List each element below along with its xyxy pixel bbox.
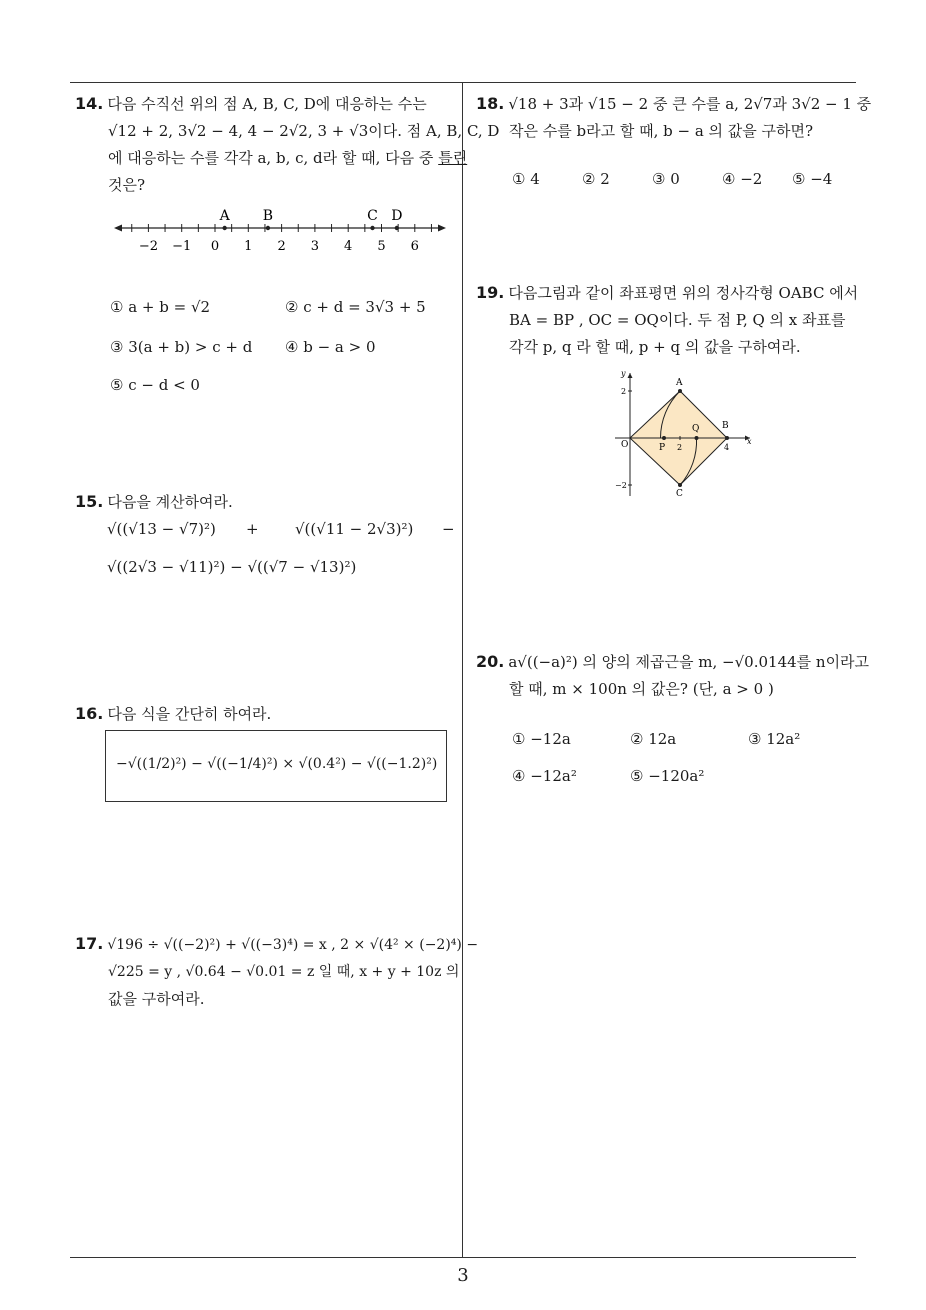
question-text-line: 작은 수를 b라고 할 때, b − a 의 값을 구하면?: [509, 122, 814, 140]
question-text-line: √225 = y , √0.64 − √0.01 = z 일 때, x + y + 10z 의: [108, 964, 460, 980]
tick-label: 4: [344, 239, 353, 254]
tick-label: −2: [138, 239, 158, 254]
tick-label-2y: 2: [621, 387, 627, 396]
question-number: 18.: [476, 94, 505, 113]
page-number: 3: [457, 1265, 469, 1286]
question-text-line: 할 때, m × 100n 의 값은? (단, a > 0 ): [509, 680, 774, 698]
question-text: 다음을 계산하여라.: [107, 493, 233, 511]
tick-label: 0: [210, 239, 220, 254]
option-4[interactable]: ④ −12a²: [512, 767, 577, 785]
label-x: x: [747, 437, 752, 446]
expression-3: √((2√3 − √11)²) − √((√7 − √13)²): [107, 558, 357, 576]
number-line-marks: [114, 208, 446, 254]
question-16: [75, 700, 460, 728]
option-1[interactable]: ① −12a: [512, 730, 571, 748]
label-o: O: [621, 440, 629, 450]
question-text-line: 것은?: [108, 176, 146, 194]
top-rule: [70, 82, 856, 83]
question-text-line: 다음그림과 같이 좌표평면 위의 정사각형 OABC 에서: [508, 284, 859, 302]
label-y: y: [621, 369, 626, 378]
tick-label-4x: 4: [724, 443, 730, 452]
number-line: [110, 200, 450, 260]
question-number: 19.: [476, 283, 505, 302]
question-number: 20.: [476, 652, 505, 671]
point-b: [725, 436, 729, 440]
option-5[interactable]: ⑤ c − d < 0: [110, 376, 200, 394]
question-text-line: √18 + 3과 √15 − 2 중 큰 수를 a, 2√7과 3√2 − 1 중: [508, 95, 872, 113]
label-a: A: [676, 378, 683, 388]
label-q: Q: [692, 424, 700, 434]
option-2[interactable]: ② c + d = 3√3 + 5: [285, 298, 426, 316]
question-19: [476, 279, 861, 361]
point-q: [695, 436, 699, 440]
question-number: 16.: [75, 704, 104, 723]
question-text-line: √196 ÷ √((−2)²) + √((−3)⁴) = x , 2 × √(4² × (−2)⁴) −: [107, 937, 479, 953]
tick-label: −1: [172, 239, 192, 254]
tick-label: 3: [310, 239, 320, 254]
left-arrow: [114, 225, 122, 232]
label-c: C: [676, 489, 683, 499]
question-number: 17.: [75, 934, 104, 953]
question-17: [75, 930, 479, 1013]
minus-sign: −: [442, 520, 455, 538]
label-b: B: [722, 421, 729, 431]
y-axis-arrow: [628, 373, 633, 378]
option-2[interactable]: ② 2: [582, 170, 610, 188]
point-c: [370, 226, 374, 230]
tick-label-m2y: −2: [615, 481, 627, 490]
point-p: [662, 436, 666, 440]
question-text-line: BA = BP , OC = OQ이다. 두 점 P, Q 의 x 좌표를: [509, 311, 846, 329]
question-text-line: 값을 구하여라.: [108, 990, 205, 1008]
tick-label: 6: [410, 239, 419, 254]
question-number: 15.: [75, 492, 104, 511]
plus-sign: +: [246, 520, 259, 538]
question-text-line: 각각 p, q 라 할 때, p + q 의 값을 구하여라.: [509, 338, 801, 356]
option-1[interactable]: ① a + b = √2: [110, 298, 211, 316]
question-text-line: a√((−a)²) 의 양의 제곱근을 m, −√0.0144를 n이라고: [508, 653, 870, 671]
tick-label: 5: [377, 239, 386, 254]
point-b: [266, 226, 270, 230]
point-a: [678, 389, 682, 393]
option-1[interactable]: ① 4: [512, 170, 540, 188]
tick-label: 1: [244, 239, 253, 254]
point-label: A: [219, 208, 230, 224]
tick-label-2x: 2: [677, 443, 683, 452]
option-5[interactable]: ⑤ −120a²: [630, 767, 705, 785]
underlined-word: 틀린: [438, 149, 468, 167]
point-c: [678, 483, 682, 487]
point-label: C: [367, 208, 378, 224]
question-20: [476, 648, 870, 703]
point-label: D: [391, 208, 403, 224]
point-d: [395, 226, 399, 230]
expression-1: √((√13 − √7)²): [107, 520, 216, 538]
option-4[interactable]: ④ b − a > 0: [285, 338, 376, 356]
question-number: 14.: [75, 94, 104, 113]
question-text-line: √12 + 2, 3√2 − 4, 4 − 2√2, 3 + √3이다. 점 A, B, C, D: [108, 122, 500, 140]
column-divider: [462, 82, 463, 1257]
label-p: P: [659, 443, 666, 453]
option-3[interactable]: ③ 0: [652, 170, 680, 188]
option-4[interactable]: ④ −2: [722, 170, 763, 188]
option-5[interactable]: ⑤ −4: [792, 170, 833, 188]
expression: −√((1/2)²) − √((−1/4)²) × √(0.4²) − √((−1.2)²): [116, 756, 438, 772]
point-a: [222, 226, 226, 230]
question-text-line: 에 대응하는 수를 각각 a, b, c, d라 할 때, 다음 중: [108, 149, 439, 167]
question-18: [476, 90, 872, 145]
coordinate-figure: [610, 368, 760, 503]
option-2[interactable]: ② 12a: [630, 730, 677, 748]
right-arrow: [438, 225, 446, 232]
expression-box: [105, 730, 447, 802]
question-15: [75, 488, 460, 516]
expression-2: √((√11 − 2√3)²): [295, 520, 414, 538]
bottom-rule: [70, 1257, 856, 1258]
point-label: B: [262, 208, 274, 224]
question-text-line: 다음 수직선 위의 점 A, B, C, D에 대응하는 수는: [107, 95, 427, 113]
option-3[interactable]: ③ 12a²: [748, 730, 801, 748]
option-3[interactable]: ③ 3(a + b) > c + d: [110, 338, 253, 356]
tick-label: 2: [277, 239, 286, 254]
question-text: 다음 식을 간단히 하여라.: [107, 705, 272, 723]
